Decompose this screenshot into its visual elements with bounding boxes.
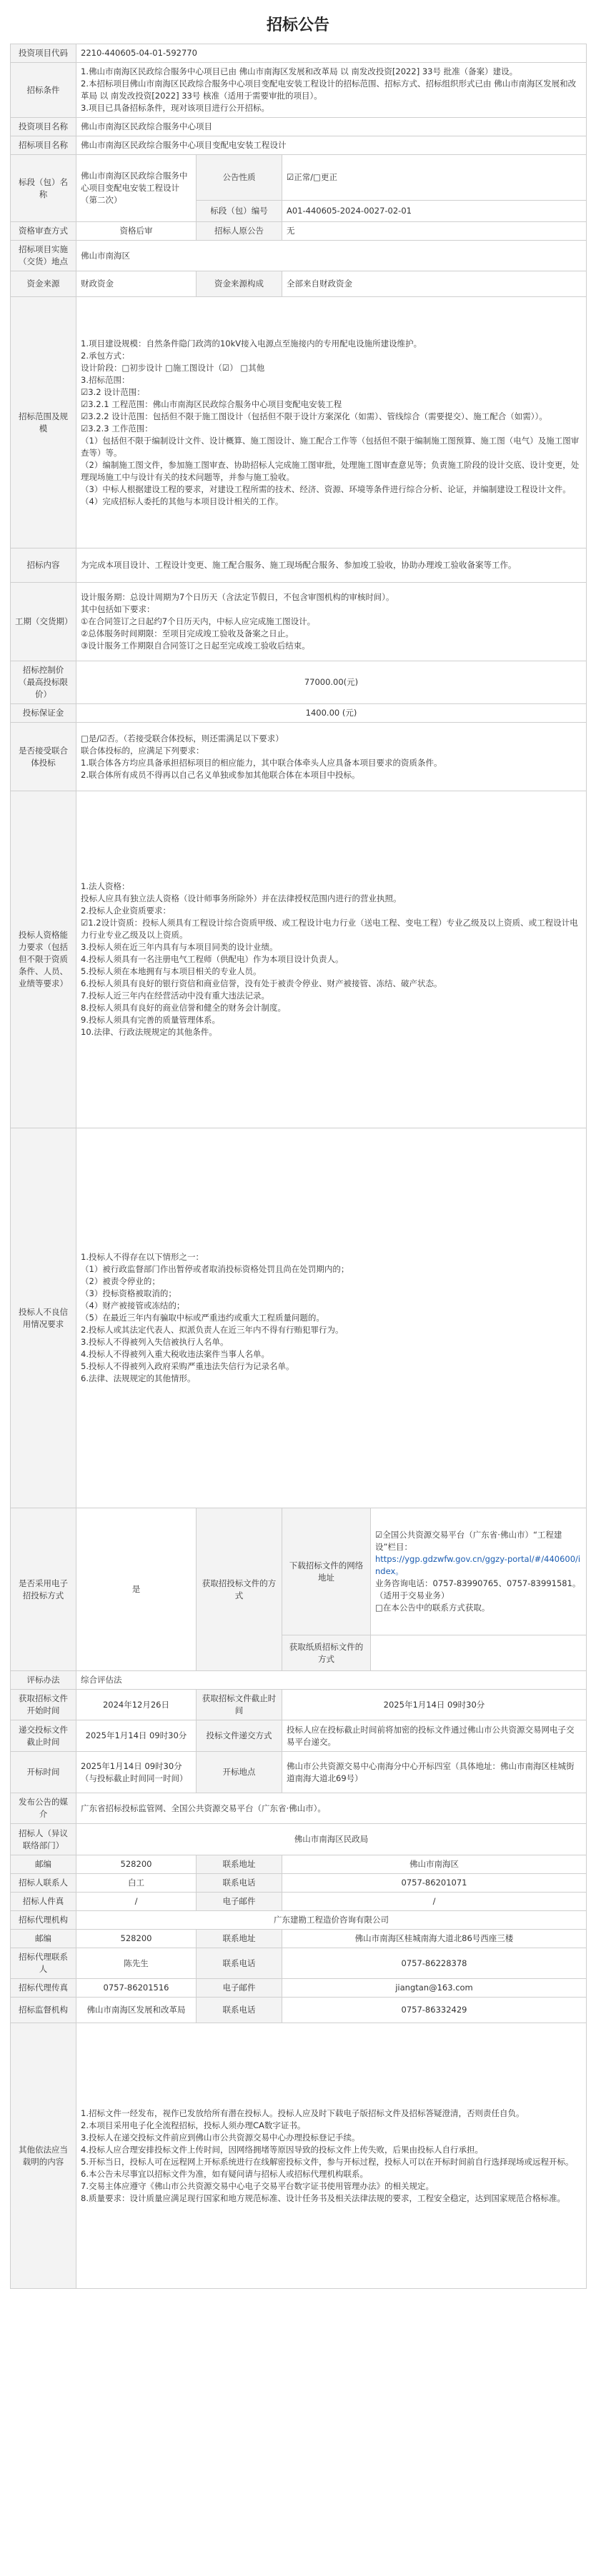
value: 财政资金 (76, 271, 197, 297)
label: 标段（包）名称 (11, 155, 76, 222)
value: 2025年1月14日 09时30分 (76, 1720, 197, 1752)
value: 投标人应在投标截止时间前将加密的投标文件通过佛山市公共资源交易网电子交易平台递交。 (282, 1720, 587, 1752)
label: 招标人（异议联络部门） (11, 1824, 76, 1855)
label: 是否接受联合体投标 (11, 723, 76, 791)
text-line: 5.投标人须在本地拥有与本项目相关的专业人员。 (81, 966, 262, 976)
label: 招标代理联系人 (11, 1948, 76, 1979)
text-line: 4.投标人须具有一名注册电气工程师（供配电）作为本项目设计负责人。 (81, 954, 344, 964)
text-line: （2）编制施工图文件，参加施工图审查、协助招标人完成施工图审批，处理施工图审查意见等；负责施工阶段的设计交底、设计变更，处理现场施工中与设计有关的技术问题等，并参与施工验收。 (81, 459, 580, 482)
label: 标段（包）编号 (197, 201, 282, 222)
value: 佛山市南海区民政综合服务中心项目 (76, 118, 587, 136)
text-line: ①在合同签订之日起约7个日历天内，中标人应完成施工图设计。 (81, 616, 316, 626)
label: 联系地址 (197, 1855, 282, 1874)
text-line: 1.法人资格： (81, 881, 130, 891)
text-line: 4.投标人应合理安排投标文件上传时间，因网络拥堵等原因导致的投标文件上传失败，后果由投标人自行承担。 (81, 2144, 483, 2155)
row-qualification (11, 791, 587, 1128)
row-section (11, 155, 587, 201)
label: 电子邮件 (197, 1979, 282, 1998)
value (76, 63, 587, 118)
label: 联系地址 (197, 1930, 282, 1948)
row-e-bid (11, 1508, 587, 1635)
download-address (371, 1508, 587, 1635)
value: 0757-86228378 (282, 1948, 587, 1979)
row-duration (11, 583, 587, 661)
text-line: □在本公告中的联系方式获取。 (375, 1603, 490, 1613)
row-tender-condition (11, 63, 587, 118)
value: 1400.00 (元) (76, 704, 587, 723)
value: 佛山市南海区桂城南海大道北86号西座三楼 (282, 1930, 587, 1948)
value: 综合评估法 (76, 1671, 587, 1690)
row-max-price (11, 661, 587, 704)
row-location (11, 241, 587, 271)
text-line: ☑3.2 设计范围： (81, 386, 145, 397)
text-line: （1）被行政监督部门作出暂停或者取消投标资格处罚且尚在处罚期内的； (81, 1264, 349, 1274)
text-line: 7.投标人近三年内在经营活动中没有重大违法记录。 (81, 991, 269, 1001)
text-line: ☑全国公共资源交易平台（广东省·佛山市）“工程建设”栏目： (375, 1530, 562, 1552)
value: 佛山市南海区民政局 (76, 1824, 587, 1855)
text-line: 5.投标人不得被列入政府采购严重违法失信行为记录名单。 (81, 1361, 294, 1371)
row-supervisor (11, 1998, 587, 2023)
label: 招标项目名称 (11, 136, 76, 155)
text-line: ☑3.2.3 工作范围： (81, 423, 153, 433)
text-line: （3）投标资格被取消的； (81, 1288, 177, 1298)
row-agency-contact (11, 1948, 587, 1979)
page-title: 招标公告 (266, 16, 329, 34)
text-line: □是/☑否。（若接受联合体投标，则还需满足以下要求） (81, 733, 284, 743)
text-line: 3.项目已具备招标条件，现对该项目进行公开招标。 (81, 103, 269, 113)
value: 佛山市南海区 (282, 1855, 587, 1874)
row-open (11, 1752, 587, 1793)
text-line: 业务咨询电话：0757-83990765、0757-83991581。（适用于交易业务） (375, 1578, 581, 1600)
text-line: 2.投标人企业资质要求： (81, 906, 171, 916)
value: 佛山市公共资源交易中心南海分中心开标四室（具体地址：佛山市南海区桂城街道南海大道北69号） (282, 1752, 587, 1793)
value: 528200 (76, 1855, 197, 1874)
text-line: ②总体服务时间期限：至项目完成竣工验收及备案之日止。 (81, 628, 294, 638)
text-line: ☑3.2.2 设计范围：包括但不限于施工图设计（包括但不限于设计方案深化（如需）、管线综合（需要提交）、施工配合（如需））。 (81, 411, 547, 421)
value: 佛山市南海区发展和改革局 (76, 1998, 197, 2023)
value: / (282, 1893, 587, 1911)
row-funds (11, 271, 587, 297)
value: 广东建勘工程造价咨询有限公司 (76, 1911, 587, 1930)
value (76, 791, 587, 1128)
text-line: 设计服务期：总设计周期为7个日历天（含法定节假日，不包含审图机构的审核时间）。 (81, 592, 394, 602)
row-consortium (11, 723, 587, 791)
notice-container (10, 0, 586, 2289)
download-link[interactable]: https://ygp.gdzwfw.gov.cn/ggzy-portal/#/440600/index。 (375, 1554, 581, 1576)
row-doc-time (11, 1690, 587, 1720)
label: 开标时间 (11, 1752, 76, 1793)
label: 资格审查方式 (11, 222, 76, 241)
row-agency-fax (11, 1979, 587, 1998)
label: 获取招标文件截止时间 (197, 1690, 282, 1720)
label: 联系电话 (197, 1874, 282, 1893)
label: 开标地点 (197, 1752, 282, 1793)
text-line: （4）财产被接管或冻结的； (81, 1300, 185, 1310)
row-review-mode (11, 222, 587, 241)
text-line: ☑1.2设计资质：投标人须具有工程设计综合资质甲级、或工程设计电力行业（送电工程、变电工程）专业乙级及以上资质、或工程设计电力行业专业乙级及以上资质。 (81, 918, 578, 940)
value: 0757-86332429 (282, 1998, 587, 2023)
label: 邮编 (11, 1855, 76, 1874)
row-other (11, 2023, 587, 2289)
text-line: （3）中标人根据建设工程的要求，对建设工程所需的技术、经济、资源、环境等条件进行综合分析、论证，并编制建设工程设计文件。 (81, 483, 571, 494)
text-line: （1）包括但不限于编制设计文件、设计概算、施工图设计、施工配合工作等（包括但不限于编制施工图预算、施工图（电气）及施工图审查等）等。 (81, 435, 580, 458)
value: 陈先生 (76, 1948, 197, 1979)
label: 招标代理传真 (11, 1979, 76, 1998)
label: 招标项目实施（交货）地点 (11, 241, 76, 271)
row-disqualify (11, 1128, 587, 1508)
text-line: 联合体投标的，应满足下列要求： (81, 745, 204, 756)
value: 佛山市南海区民政综合服务中心项目变配电安装工程设计 (76, 136, 587, 155)
value: 77000.00(元) (76, 661, 587, 704)
label: 招标人联系人 (11, 1874, 76, 1893)
label: 邮编 (11, 1930, 76, 1948)
label: 获取招投标文件的方式 (197, 1508, 282, 1671)
text-line: 1.佛山市南海区民政综合服务中心项目已由 佛山市南海区发展和改革局 以 南发改投资[2022] 33号 批准（备案）建设。 (81, 66, 518, 76)
text-line: 2.承包方式： (81, 350, 130, 361)
text-line: （5）在最近三年内有骗取中标或严重违约或重大工程质量问题的。 (81, 1313, 324, 1323)
label: 下载招标文件的网络地址 (282, 1508, 371, 1635)
text-line: （2）被责令停业的； (81, 1276, 160, 1286)
value (76, 1128, 587, 1508)
text-line: 4.投标人不得被列入重大税收违法案件当事人名单。 (81, 1349, 269, 1359)
value: 无 (282, 222, 587, 241)
value: 528200 (76, 1930, 197, 1948)
value: 资格后审 (76, 222, 197, 241)
text-line: 投标人应具有独立法人资格（设计师事务所除外）并在法律授权范围内进行的营业执照。 (81, 893, 402, 903)
text-line: ☑3.2.1 工程范围：佛山市南海区民政综合服务中心项目变配电安装工程 (81, 399, 342, 409)
label: 投标保证金 (11, 704, 76, 723)
row-submit (11, 1720, 587, 1752)
label: 投标人不良信用情况要求 (11, 1128, 76, 1508)
text-line: ③设计服务工作期限自合同签订之日起至完成竣工验收后结束。 (81, 641, 310, 651)
label: 公告性质 (197, 155, 282, 201)
text-line: 1.项目建设规模：自然条件隐门政湾的10kV接入电源点至施接内的专用配电设施所建设维护。 (81, 338, 422, 349)
label: 获取纸质招标文件的方式 (282, 1635, 371, 1671)
label: 投标文件递交方式 (197, 1720, 282, 1752)
text-line: （4）完成招标人委托的其他与本项目设计相关的工作。 (81, 496, 284, 506)
label: 招标控制价（最高投标限价） (11, 661, 76, 704)
label: 工期（交货期） (11, 583, 76, 661)
text-line: 1.招标文件一经发布，视作已发放给所有潜在投标人。投标人应及时下载电子版招标文件及招标答疑澄清，否则责任自负。 (81, 2108, 525, 2118)
row-content (11, 548, 587, 583)
value: A01-440605-2024-0027-02-01 (282, 201, 587, 222)
row-tenderer (11, 1824, 587, 1855)
label: 招标内容 (11, 548, 76, 583)
row-tender-project-name (11, 136, 587, 155)
label: 招标代理机构 (11, 1911, 76, 1930)
value: jiangtan@163.com (282, 1979, 587, 1998)
text-line: 6.法律、法规规定的其他情形。 (81, 1373, 196, 1383)
text-line: 5.开标当日，投标人可在远程网上开标系统进行在线解密投标文件，参与开标过程，投标人可以在开标时间前自行选择现场或远程开标。 (81, 2156, 574, 2167)
text-line: 2.投标人或其法定代表人、拟派负责人在近三年内不得有行贿犯罪行为。 (81, 1325, 344, 1335)
text-line: 2.本项目采用电子化全流程招标，投标人须办理CA数字证书。 (81, 2120, 306, 2130)
label: 获取招标文件开始时间 (11, 1690, 76, 1720)
value: 0757-86201071 (282, 1874, 587, 1893)
row-eval (11, 1671, 587, 1690)
label: 资金来源构成 (197, 271, 282, 297)
text-line: 1.投标人不得存在以下情形之一： (81, 1252, 204, 1262)
row-tenderer-person (11, 1893, 587, 1911)
label: 招标人原公告 (197, 222, 282, 241)
value (76, 2023, 587, 2289)
value: 白工 (76, 1874, 197, 1893)
value (76, 723, 587, 791)
row-project-name (11, 118, 587, 136)
label: 其他依法应当载明的内容 (11, 2023, 76, 2289)
row-agency-addr (11, 1930, 587, 1948)
text-line: 其中包括如下要求： (81, 604, 155, 614)
label: 是否采用电子招投标方式 (11, 1508, 76, 1671)
text-line: 3.招标范围： (81, 374, 130, 385)
text-line: 6.本公告未尽事宜以招标文件为准，如有疑问请与招标人或招标代理机构联系。 (81, 2168, 368, 2179)
value: 2025年1月14日 09时30分 (282, 1690, 587, 1720)
label: 投标人资格能力要求（包括但不限于资质条件、人员、业绩等要求） (11, 791, 76, 1128)
text-line: 10.法律、行政法规规定的其他条件。 (81, 1027, 217, 1037)
value: 是 (76, 1508, 197, 1671)
notice-table (10, 44, 587, 2289)
text-line: 6.投标人须具有良好的银行资信和商业信誉，没有处于被责令停业、财产被接管、冻结、破产状态。 (81, 978, 442, 988)
text-line: 3.投标人须在近三年内具有与本项目同类的设计业绩。 (81, 942, 278, 952)
text-line: 7.交易主体应遵守《佛山市公共资源交易中心电子交易平台数字证书使用管理办法》的相关规定。 (81, 2180, 434, 2191)
value: 佛山市南海区民政综合服务中心项目变配电安装工程设计（第二次） (76, 155, 197, 222)
text-line: 设计阶段：□初步设计 □施工图设计（☑） □其他 (81, 362, 265, 373)
text-line: 8.投标人须具有良好的商业信誉和健全的财务会计制度。 (81, 1003, 286, 1013)
value: 2025年1月14日 09时30分（与投标截止时间同一时间） (76, 1752, 197, 1793)
value: 佛山市南海区 (76, 241, 587, 271)
text-line: 3.投标人在递交投标文件前应到佛山市公共资源交易中心办理投标登记手续。 (81, 2132, 360, 2143)
value (76, 583, 587, 661)
value: 广东省招标投标监管网、全国公共资源交易平台（广东省·佛山市）。 (76, 1793, 587, 1824)
label: 投资项目名称 (11, 118, 76, 136)
label: 联系电话 (197, 1998, 282, 2023)
label: 资金来源 (11, 271, 76, 297)
value (371, 1635, 587, 1671)
value: 为完成本项目设计、工程设计变更、施工配合服务、施工现场配合服务、参加竣工验收，协助办理竣工验收备案等工作。 (76, 548, 587, 583)
text-line: 2.本招标项目佛山市南海区民政综合服务中心项目变配电安装工程设计的招标范围、招标方式、招标组织形式已由 佛山市南海区发展和改革局 以 南发改投资[2022] 33号 核准（适用于需要审批的项目）。 (81, 79, 577, 101)
row-agency (11, 1911, 587, 1930)
label: 联系电话 (197, 1948, 282, 1979)
value: 0757-86201516 (76, 1979, 197, 1998)
label: 招标监督机构 (11, 1998, 76, 2023)
label: 招标人件真 (11, 1893, 76, 1911)
value: ☑正常/□更正 (282, 155, 587, 201)
label: 招标条件 (11, 63, 76, 118)
value (76, 297, 587, 548)
label: 评标办法 (11, 1671, 76, 1690)
label: 招标范围及规模 (11, 297, 76, 548)
value: / (76, 1893, 197, 1911)
label: 投资项目代码 (11, 44, 76, 63)
row-bond (11, 704, 587, 723)
row-tenderer-contact (11, 1874, 587, 1893)
text-line: 8.质量要求：设计质量应满足现行国家和地方规范标准、设计任务书及相关法律法规的要求，工程安全稳定，达到国家规范合格标准。 (81, 2192, 565, 2203)
text-line: 2.联合体所有成员不得再以自己名义单独或参加其他联合体在本项目中投标。 (81, 769, 360, 780)
value: 2210-440605-04-01-592770 (76, 44, 587, 63)
text-line: 1.联合体各方均应具备承担招标项目的相应能力，其中联合体牵头人应具备本项目要求的资质条件。 (81, 757, 442, 768)
row-tenderer-addr (11, 1855, 587, 1874)
value: 全部来自财政资金 (282, 271, 587, 297)
value: 2024年12月26日 (76, 1690, 197, 1720)
text-line: 9.投标人须具有完善的质量管理体系。 (81, 1015, 220, 1025)
row-project-code (11, 44, 587, 63)
row-media (11, 1793, 587, 1824)
label: 发布公告的媒介 (11, 1793, 76, 1824)
label: 递交投标文件截止时间 (11, 1720, 76, 1752)
label: 电子邮件 (197, 1893, 282, 1911)
text-line: 3.投标人不得被列入失信被执行人名单。 (81, 1337, 229, 1347)
row-scope (11, 297, 587, 548)
